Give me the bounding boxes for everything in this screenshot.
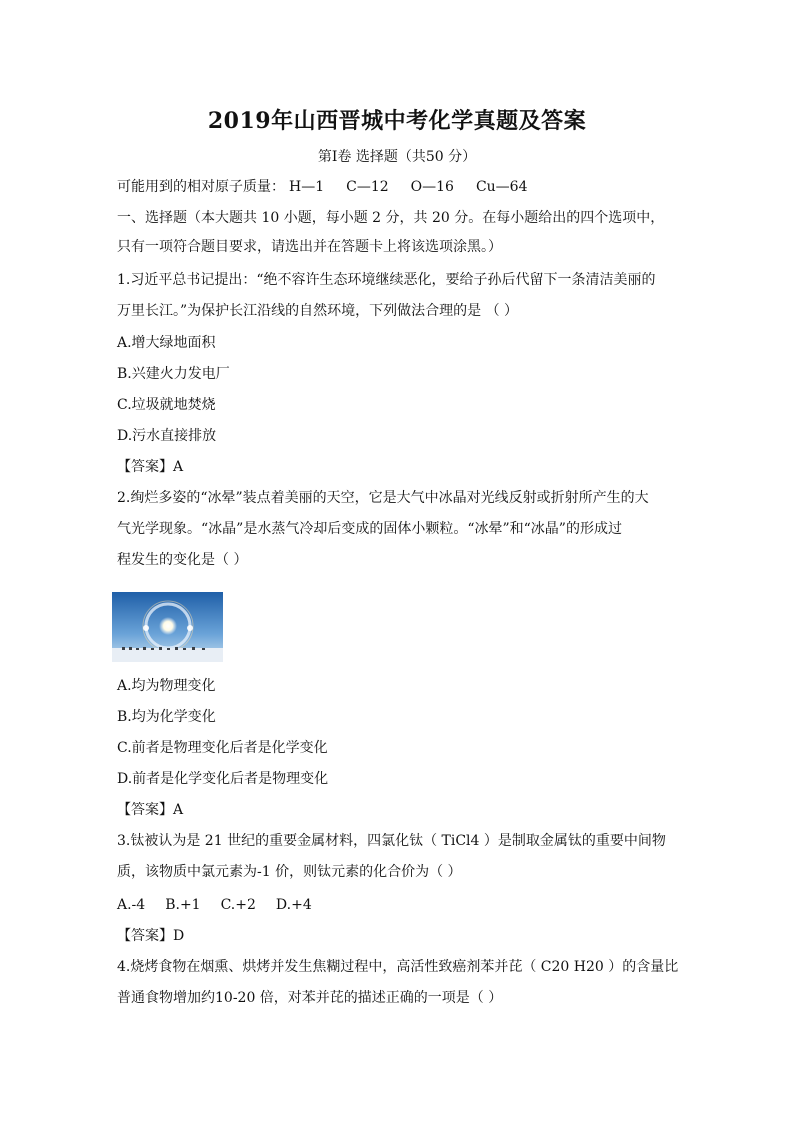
q3-option-d: D.+4	[275, 897, 312, 913]
q2-option-d: D.前者是化学变化后者是物理变化	[117, 771, 329, 787]
q2-option-a: A.均为物理变化	[117, 678, 216, 694]
q3-answer: 【答案】D	[117, 928, 185, 944]
atomic-mass-c: C—12	[346, 179, 389, 195]
section-instructions-line1: 一、选择题（本大题共 10 小题，每小题 2 分，共 20 分。在每小题给出的四个选项中，	[117, 210, 665, 226]
document-title: 2019年山西晋城中考化学真题及答案	[207, 108, 587, 134]
q2-text-line1: 2.绚烂多姿的“冰晕”装点着美丽的天空，它是大气中冰晶对光线反射或折射所产生的大	[117, 490, 649, 506]
q3-text-line1: 3.钛被认为是 21 世纪的重要金属材料，四氯化钛（ TiCl4 ）是制取金属钛的重要中间物	[117, 833, 666, 849]
q4-text-line2: 普通食物增加约10-20 倍，对苯并芘的描述正确的一项是（ ）	[117, 990, 503, 1006]
atomic-mass-line	[117, 178, 550, 196]
atomic-mass-cu: Cu—64	[475, 179, 528, 195]
q3-options	[117, 896, 332, 914]
document-subtitle: 第Ⅰ卷 选择题（共50 分）	[317, 149, 477, 165]
q3-option-b: B.+1	[165, 897, 201, 913]
ice-halo-photo	[112, 592, 223, 662]
atomic-mass-h: H—1	[289, 179, 325, 195]
q2-answer: 【答案】A	[117, 802, 184, 818]
q2-option-c: C.前者是物理变化后者是化学变化	[117, 740, 328, 756]
q3-text-line2: 质，该物质中氯元素为-1 价，则钛元素的化合价为（ ）	[117, 864, 462, 880]
q1-text-line2: 万里长江。”为保护长江沿线的自然环境，下列做法合理的是 （ ）	[117, 303, 519, 319]
q3-option-c: C.+2	[220, 897, 256, 913]
q1-answer: 【答案】A	[117, 459, 184, 475]
section-instructions-line2: 只有一项符合题目要求，请选出并在答题卡上将该选项涂黑。）	[117, 239, 502, 255]
q1-option-d: D.污水直接排放	[117, 428, 217, 444]
atomic-mass-label: 可能用到的相对原子质量：	[117, 179, 285, 195]
atomic-mass-o: O—16	[410, 179, 454, 195]
q1-option-b: B.兴建火力发电厂	[117, 366, 230, 382]
q2-text-line2: 气光学现象。“冰晶”是水蒸气冷却后变成的固体小颗粒。“冰晕”和“冰晶”的形成过	[117, 521, 622, 537]
q4-text-line1: 4.烧烤食物在烟熏、烘烤并发生焦糊过程中，高活性致癌剂苯并芘（ C20 H20 ）的含量比	[117, 959, 679, 975]
q1-option-a: A.增大绿地面积	[117, 335, 216, 351]
q1-text-line1: 1.习近平总书记提出：“绝不容许生态环境继续恶化，要给子孙后代留下一条清洁美丽的	[117, 272, 656, 288]
q1-option-c: C.垃圾就地焚烧	[117, 397, 216, 413]
q2-text-line3: 程发生的变化是（ ）	[117, 552, 248, 568]
q3-option-a: A.-4	[117, 897, 146, 913]
q2-option-b: B.均为化学变化	[117, 709, 216, 725]
